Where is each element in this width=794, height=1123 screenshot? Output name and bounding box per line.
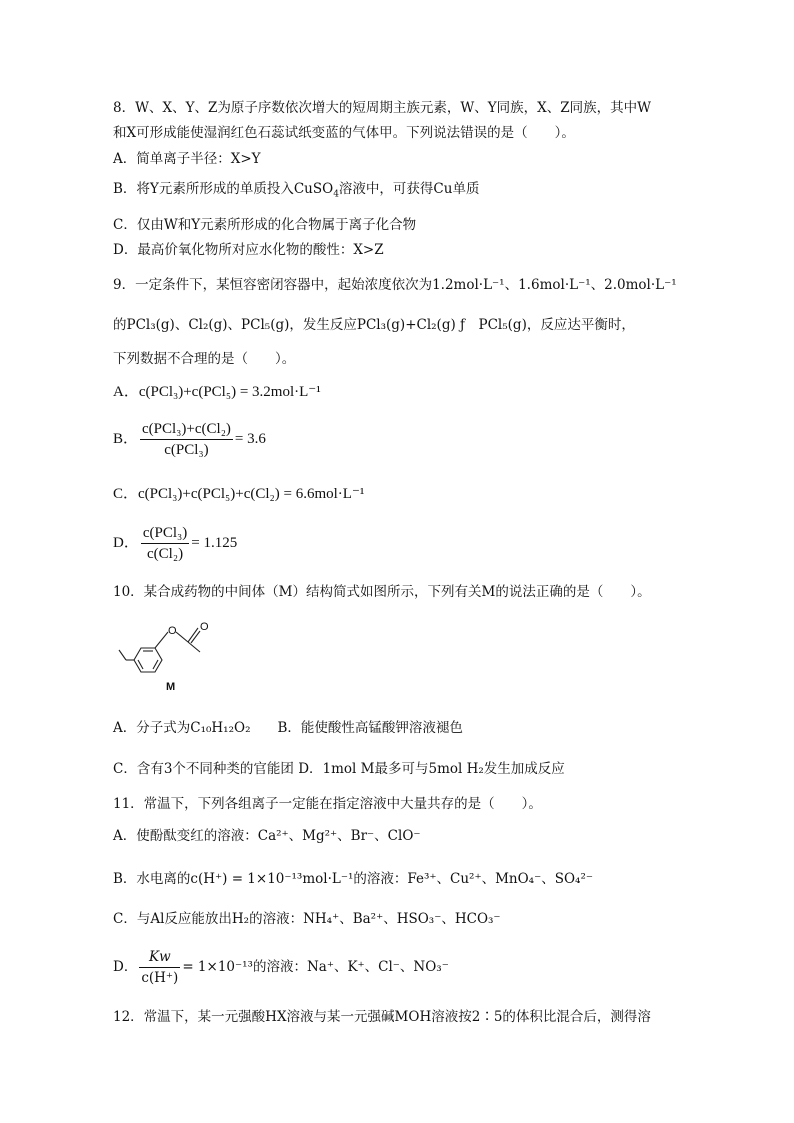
q9-stem-line2: 的PCl₃(g)、Cl₂(g)、PCl₅(g)，发生反应PCl₃(g)+Cl₂(g) ƒ PCl₅(g)，反应达平衡时， [113, 317, 635, 333]
q8-b-sub: 4 [333, 189, 339, 200]
q9-option-d [113, 524, 237, 563]
q11-d-numerator: Kw [139, 948, 180, 968]
q12-stem: 12．常温下，某一元强酸HX溶液与某一元强碱MOH溶液按2∶5的体积比混合后，测得溶 [113, 1009, 651, 1025]
q8-option-d: D．最高价氧化物所对应水化物的酸性：X>Z [113, 242, 384, 258]
q11-d-label: D． [113, 959, 138, 975]
q11-option-d [113, 948, 449, 987]
q9-option-b [113, 420, 266, 459]
q8-option-a: A．简单离子半径：X>Y [113, 151, 261, 167]
q9-d-fraction [141, 524, 189, 563]
q9-option-a: A．c(PCl₃)+c(PCl₅) = 3.2mol·L⁻¹ [113, 384, 321, 400]
q11-option-b: B．水电离的c(H⁺) = 1×10⁻¹³mol·L⁻¹的溶液：Fe³⁺、Cu²⁺、MnO₄⁻、SO₄²⁻ [113, 871, 593, 887]
structure-label-m: M [166, 681, 176, 693]
q9-d-label: D． [113, 534, 139, 551]
q9-b-denominator: c(PCl₃) [164, 442, 209, 458]
q11-stem: 11．常温下，下列各组离子一定能在指定溶液中大量共存的是（ ）。 [113, 796, 542, 812]
q8-option-b [113, 180, 479, 198]
q11-option-a: A．使酚酞变红的溶液：Ca²⁺、Mg²⁺、Br⁻、ClO⁻ [113, 828, 421, 844]
q9-d-numerator: c(PCl₃) [141, 524, 189, 544]
atom-o-ether: O [168, 625, 177, 637]
q8-b-pre: B．将Y元素所形成的单质投入CuSO [113, 181, 334, 197]
q9-b-value: = 3.6 [234, 430, 266, 447]
q10-options-ab: A．分子式为C₁₀H₁₂O₂ B．能使酸性高锰酸钾溶液褪色 [113, 720, 463, 736]
structure-m-figure [110, 612, 230, 694]
q11-d-fraction [139, 948, 180, 987]
q8-b-post: 溶液中，可获得Cu单质 [338, 181, 480, 197]
q9-stem-line3: 下列数据不合理的是（ ）。 [113, 351, 296, 367]
q8-option-c: C．仅由W和Y元素所形成的化合物属于离子化合物 [113, 217, 417, 233]
q8-stem-line1: 8．W、X、Y、Z为原子序数依次增大的短周期主族元素，W、Y同族，X、Z同族，其中W [113, 100, 652, 116]
q10-stem: 10．某合成药物的中间体（M）结构简式如图所示，下列有关M的说法正确的是（ ）。 [113, 584, 651, 600]
q9-b-numerator: c(PCl₃)+c(Cl₂) [140, 420, 233, 440]
q9-stem-line1: 9．一定条件下，某恒容密闭容器中，起始浓度依次为1.2mol·L⁻¹、1.6mol·L⁻¹、2.0mol·L⁻¹ [113, 277, 677, 293]
q11-d-rest: = 1×10⁻¹³的溶液：Na⁺、K⁺、Cl⁻、NO₃⁻ [182, 959, 449, 975]
q9-d-value: = 1.125 [191, 534, 238, 551]
q9-b-fraction [140, 420, 233, 459]
q9-d-denominator: c(Cl₂) [147, 546, 184, 562]
q9-option-c: C．c(PCl₃)+c(PCl₅)+c(Cl₂) = 6.6mol·L⁻¹ [113, 486, 365, 502]
q11-d-denominator: c(H⁺) [141, 970, 179, 986]
q11-option-c: C．与Al反应能放出H₂的溶液：NH₄⁺、Ba²⁺、HSO₃⁻、HCO₃⁻ [113, 911, 501, 927]
q9-b-label: B． [113, 430, 139, 447]
q8-stem-line2: 和X可形成能使湿润红色石蕊试纸变蓝的气体甲。下列说法错误的是（ ）。 [113, 125, 575, 141]
q10-options-cd: C．含有3个不同种类的官能团 D．1mol M最多可与5mol H₂发生加成反应 [113, 761, 565, 777]
atom-o-carbonyl: O [200, 621, 209, 633]
